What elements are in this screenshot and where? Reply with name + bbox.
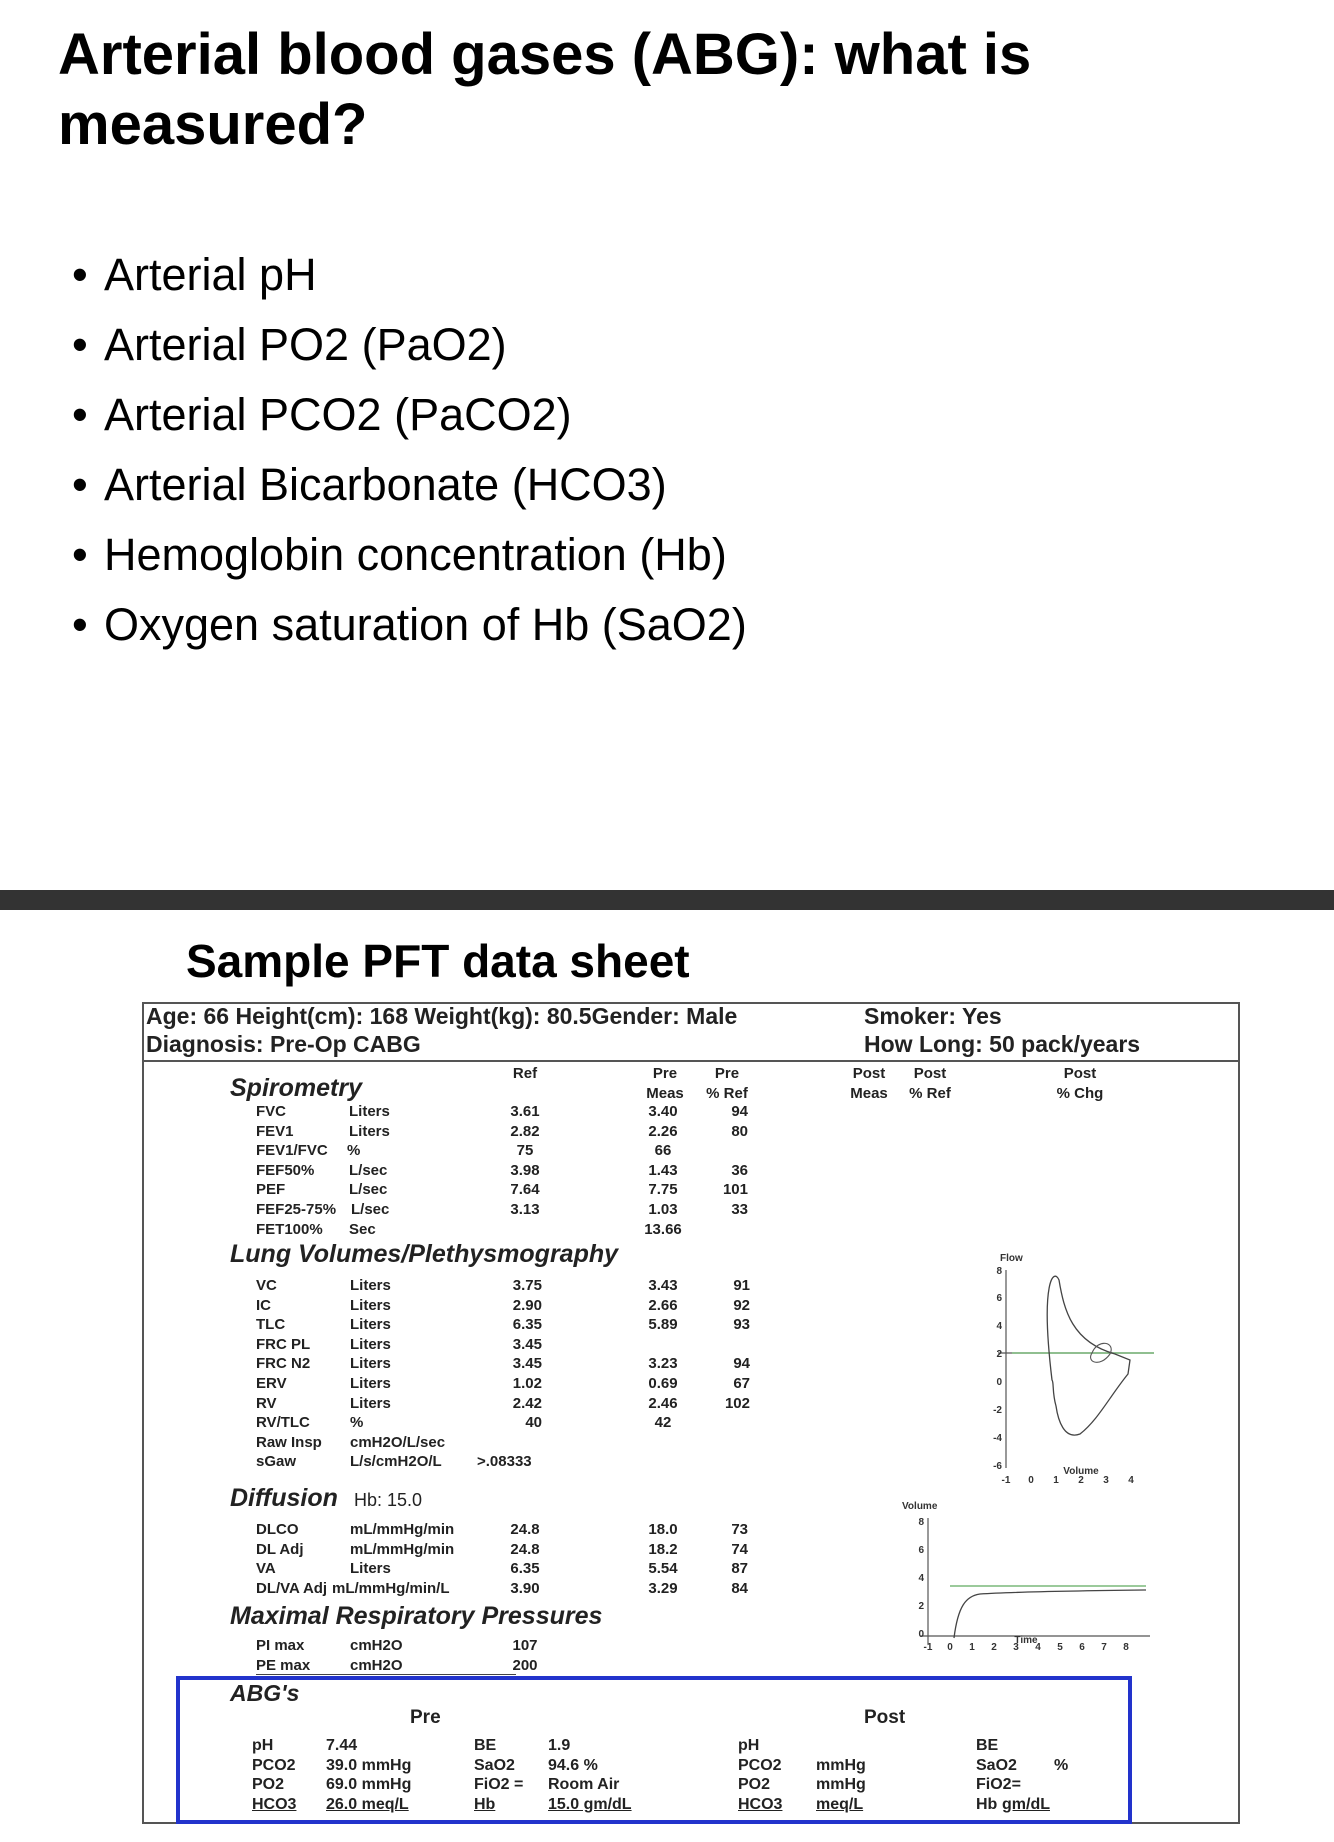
abg-post-label: Post <box>864 1707 906 1728</box>
bullet-item: • Arterial Bicarbonate (HCO3) <box>60 450 747 520</box>
volume-y-tick: 6 <box>918 1545 924 1556</box>
time-x-tick: 6 <box>1079 1642 1085 1653</box>
col-header-post-ref: Post % Ref <box>909 1065 951 1102</box>
time-axis-label: Time <box>1014 1635 1038 1646</box>
bullet-item: • Arterial PCO2 (PaCO2) <box>60 380 747 450</box>
spirometry-pre-meas: 3.40 2.26 66 1.43 7.75 1.03 13.66 <box>644 1103 682 1238</box>
flow-axis-label: Flow <box>1000 1253 1023 1264</box>
abg-pre-right-names: BE SaO2 FiO2 = Hb <box>474 1737 524 1813</box>
time-x-tick: 8 <box>1123 1642 1129 1653</box>
bullet-item: • Arterial PO2 (PaO2) <box>60 310 747 380</box>
col-header-ref: Ref <box>512 1065 538 1082</box>
bullet-item: • Hemoglobin concentration (Hb) <box>60 520 747 590</box>
abg-pre-right-values: 1.9 94.6 % Room Air 15.0 gm/dL <box>548 1737 632 1813</box>
abg-pre-left-names: pH PCO2 PO2 HCO3 <box>252 1737 297 1813</box>
flow-y-tick: -4 <box>993 1433 1002 1444</box>
flow-volume-loop <box>1047 1276 1130 1435</box>
lung-volumes-names: VC IC TLC FRC PL FRC N2 ERV RV RV/TLC Raw Insp sGaw <box>256 1277 322 1471</box>
time-x-tick: 2 <box>991 1642 997 1653</box>
smoker-info: Smoker: Yes <box>864 1003 1002 1029</box>
mrp-ref: 107 200 <box>512 1637 538 1674</box>
abg-pre-left-values: 7.44 39.0 mmHg 69.0 mmHg 26.0 meq/L <box>326 1737 412 1813</box>
col-header-pre-ref: Pre % Ref <box>706 1065 748 1102</box>
diffusion-ref: 24.8 24.8 6.35 3.90 <box>510 1521 540 1597</box>
diffusion-names: DLCO DL Adj VA DL/VA Adj <box>256 1521 328 1597</box>
flow-y-tick: 2 <box>996 1349 1002 1360</box>
mrp-units: cmH2O cmH2O <box>350 1637 403 1674</box>
abg-post-right-names: BE SaO2 FiO2= Hb <box>976 1737 1021 1813</box>
volume-y-tick: 8 <box>918 1517 924 1528</box>
time-x-tick: 7 <box>1101 1642 1107 1653</box>
sheet-title: Sample PFT data sheet <box>186 935 690 987</box>
col-header-post-meas: Post Meas <box>850 1065 888 1102</box>
mrp-underline <box>256 1674 516 1675</box>
spirometry-ref: 3.61 2.82 75 3.98 7.64 3.13 <box>510 1103 540 1218</box>
time-x-tick: 3 <box>1013 1642 1019 1653</box>
slide-title: Arterial blood gases (ABG): what is measured? <box>58 22 1032 157</box>
flow-y-tick: 6 <box>996 1293 1002 1304</box>
spirometry-pre-ref: 94 80 36 101 33 <box>722 1103 748 1218</box>
volume-axis-label: Volume <box>1063 1466 1099 1477</box>
diffusion-hb: Hb: 15.0 <box>354 1490 423 1510</box>
volume-time-curve <box>954 1590 1146 1638</box>
diffusion-pre-meas: 18.0 18.2 5.54 3.29 <box>648 1521 678 1597</box>
flow-y-tick: 8 <box>996 1266 1002 1277</box>
abg-pre-label: Pre <box>410 1707 441 1728</box>
flow-x-tick: 1 <box>1053 1475 1059 1486</box>
diffusion-pre-ref: 73 74 87 84 <box>731 1521 748 1597</box>
flow-volume-graph <box>960 1250 1160 1490</box>
volume-time-axis-label: Volume <box>902 1501 938 1512</box>
bullet-item: • Arterial pH <box>60 240 747 310</box>
col-header-post-chg: Post % Chg <box>1056 1065 1104 1102</box>
slide-divider <box>0 890 1334 910</box>
volume-y-tick: 4 <box>918 1573 924 1584</box>
bullet-item: • Oxygen saturation of Hb (SaO2) <box>60 590 747 660</box>
volume-y-tick: 0 <box>918 1629 924 1640</box>
lung-volumes-pre-meas: 3.43 2.66 5.89 3.23 0.69 2.46 42 <box>648 1277 678 1432</box>
flow-x-tick: 3 <box>1103 1475 1109 1486</box>
section-spirometry: Spirometry <box>230 1074 362 1102</box>
patient-info: Age: 66 Height(cm): 168 Weight(kg): 80.5Gender: Male <box>146 1003 738 1029</box>
header-divider <box>142 1060 1240 1062</box>
diffusion-units: mL/mmHg/min mL/mmHg/min Liters mL/mmHg/min/L <box>332 1521 455 1597</box>
lung-volumes-units: Liters Liters Liters Liters Liters Liters Liters % cmH2O/L/sec L/s/cmH2O/L <box>350 1277 446 1471</box>
abg-post-right-units: % gm/dL <box>1002 1756 1069 1813</box>
lung-volumes-pre-ref: 91 92 93 94 67 102 <box>724 1277 750 1412</box>
abg-post-left-names: pH PCO2 PO2 HCO3 <box>738 1737 783 1813</box>
flow-x-tick: 4 <box>1128 1475 1134 1486</box>
section-diffusion: Diffusion <box>230 1484 338 1512</box>
flow-y-tick: -6 <box>993 1461 1002 1472</box>
flow-y-tick: 4 <box>996 1321 1002 1332</box>
volume-time-graph <box>880 1496 1180 1656</box>
flow-x-tick: -1 <box>1001 1475 1011 1486</box>
flow-x-tick: 2 <box>1078 1475 1084 1486</box>
spirometry-names: FVC FEV1 FEV1/FVC FEF50% PEF FEF25-75% FET100% <box>256 1103 337 1238</box>
flow-x-tick: 0 <box>1028 1475 1034 1486</box>
time-x-tick: 4 <box>1035 1642 1041 1653</box>
section-abgs: ABG's <box>230 1680 300 1706</box>
flow-y-tick: -2 <box>993 1405 1002 1416</box>
section-lung-volumes: Lung Volumes/Plethysmography <box>230 1240 619 1268</box>
time-x-tick: -1 <box>923 1642 933 1653</box>
time-x-tick: 0 <box>947 1642 953 1653</box>
mrp-names: PI max PE max <box>256 1637 311 1674</box>
time-x-tick: 5 <box>1057 1642 1063 1653</box>
abg-post-left-units: mmHg mmHg meq/L <box>816 1756 866 1813</box>
diagnosis-info: Diagnosis: Pre-Op CABG <box>146 1031 421 1057</box>
col-header-pre-meas: Pre Meas <box>646 1065 684 1102</box>
section-max-resp-pressures: Maximal Respiratory Pressures <box>230 1602 603 1630</box>
volume-y-tick: 2 <box>918 1601 924 1612</box>
lung-volumes-ref: 3.75 2.90 6.35 3.45 3.45 1.02 2.42 40 >.08333 <box>477 1277 542 1471</box>
pack-years-info: How Long: 50 pack/years <box>864 1031 1141 1057</box>
time-x-tick: 1 <box>969 1642 975 1653</box>
flow-y-tick: 0 <box>996 1377 1002 1388</box>
spirometry-units: Liters Liters % L/sec L/sec L/sec Sec <box>347 1103 390 1238</box>
bullet-list <box>60 240 747 660</box>
